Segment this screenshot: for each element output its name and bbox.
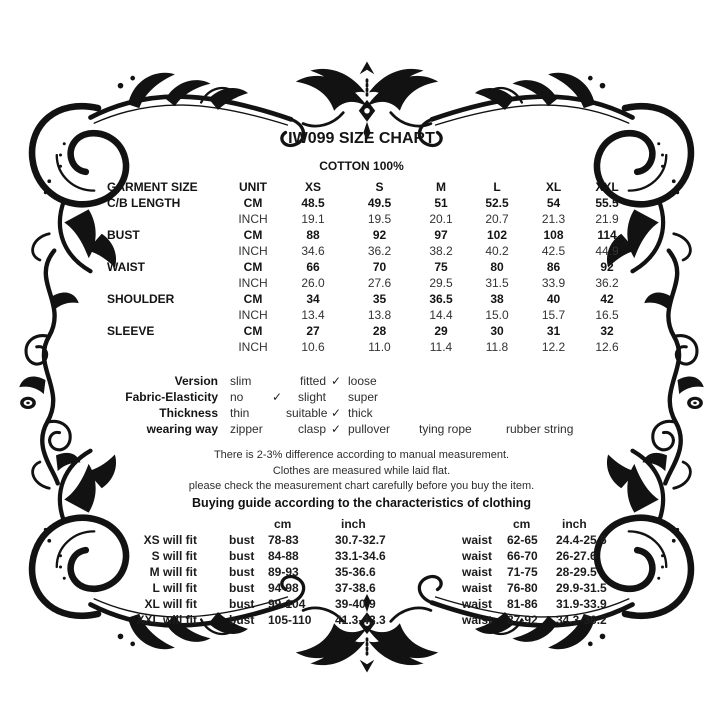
- size-value: 14.4: [429, 308, 453, 322]
- unit-label: INCH: [238, 340, 268, 354]
- size-value: 10.6: [301, 340, 325, 354]
- unit-label: INCH: [238, 244, 268, 258]
- body-part-label: waist: [462, 549, 493, 563]
- size-value: 33.9: [541, 276, 566, 290]
- range-value: 62-65: [507, 533, 538, 547]
- range-value: 35-36.6: [335, 565, 376, 579]
- size-value: 29: [434, 324, 448, 338]
- column-header: inch: [341, 517, 366, 531]
- fit-size-label: XXL will fit: [136, 613, 197, 627]
- body-part-label: bust: [229, 581, 255, 595]
- size-value: 32: [600, 324, 614, 338]
- attribute-option: slight: [297, 390, 326, 404]
- attribute-label: Version: [174, 374, 218, 388]
- size-value: 70: [372, 260, 387, 274]
- range-value: 87-92: [507, 613, 538, 627]
- attribute-row: [105, 405, 620, 421]
- size-value: 30: [490, 324, 504, 338]
- range-value: 31.9-33.9: [556, 597, 607, 611]
- attribute-table: [105, 373, 620, 437]
- fit-size-label: XS will fit: [143, 533, 197, 547]
- measure-label: BUST: [107, 228, 140, 242]
- size-value: 36.5: [429, 292, 453, 306]
- attribute-row: [105, 373, 620, 389]
- body-part-label: waist: [462, 581, 493, 595]
- table-row: [105, 275, 633, 291]
- attribute-option: fitted: [299, 374, 326, 388]
- measurement-notes: [0, 448, 723, 510]
- range-value: 37-38.6: [335, 581, 376, 595]
- range-value: 26-27.6: [556, 549, 597, 563]
- size-value: 29.5: [429, 276, 453, 290]
- attribute-option: thin: [230, 406, 250, 420]
- column-header: XL: [545, 180, 562, 194]
- attribute-label: Fabric-Elasticity: [125, 390, 218, 404]
- range-value: 81-86: [507, 597, 538, 611]
- table-row: [105, 339, 633, 355]
- range-value: 78-83: [268, 533, 299, 547]
- check-mark-icon: ✓: [271, 390, 283, 404]
- body-part-label: waist: [462, 613, 493, 627]
- size-value: 21.3: [541, 212, 566, 226]
- attribute-option: zipper: [230, 422, 263, 436]
- attribute-option: clasp: [297, 422, 326, 436]
- size-value: 13.4: [301, 308, 325, 322]
- size-value: 114: [597, 228, 617, 242]
- column-header: L: [493, 180, 501, 194]
- guide-header-row: [105, 516, 630, 532]
- table-row: [105, 323, 633, 339]
- range-value: 28-29.5: [556, 565, 597, 579]
- unit-label: INCH: [238, 276, 268, 290]
- size-value: 27.6: [367, 276, 392, 290]
- size-value: 49.5: [367, 196, 392, 210]
- floral-crest-top: [284, 56, 450, 140]
- size-value: 19.1: [301, 212, 325, 226]
- column-header: M: [436, 180, 446, 194]
- body-part-label: bust: [229, 613, 255, 627]
- table-row: [105, 291, 633, 307]
- attribute-label: Thickness: [159, 406, 218, 420]
- guide-row: [105, 564, 630, 580]
- range-value: 89-93: [268, 565, 299, 579]
- range-value: 30.7-32.7: [335, 533, 386, 547]
- fit-size-label: M will fit: [149, 565, 197, 579]
- measure-label: WAIST: [107, 260, 145, 274]
- column-header: S: [375, 180, 384, 194]
- attribute-option: tying rope: [419, 422, 472, 436]
- measure-label: SHOULDER: [107, 292, 175, 306]
- size-value: 38.2: [429, 244, 453, 258]
- table-row: [105, 243, 633, 259]
- range-value: 29.9-31.5: [556, 581, 607, 595]
- size-value: 108: [543, 228, 564, 242]
- fit-size-label: L will fit: [152, 581, 197, 595]
- fit-size-label: S will fit: [151, 549, 197, 563]
- guide-row: [105, 596, 630, 612]
- size-value: 38: [490, 292, 504, 306]
- note-line: There is 2-3% difference according to manual measurement.: [213, 449, 510, 461]
- table-row: [105, 307, 633, 323]
- page-title: IW099 SIZE CHART: [288, 130, 435, 147]
- size-value: 15.0: [485, 308, 509, 322]
- size-value: 19.5: [367, 212, 392, 226]
- column-header: GARMENT SIZE: [107, 180, 198, 194]
- measure-label: SLEEVE: [107, 324, 155, 338]
- size-value: 12.2: [541, 340, 566, 354]
- range-value: 99-104: [268, 597, 306, 611]
- size-value: 66: [306, 260, 320, 274]
- column-header: UNIT: [239, 180, 267, 194]
- size-value: 28: [372, 324, 387, 338]
- size-value: 16.5: [595, 308, 619, 322]
- guide-row: [105, 580, 630, 596]
- size-table: [105, 179, 633, 355]
- range-value: 41.3-43.3: [335, 613, 386, 627]
- range-value: 24.4-25.6: [556, 533, 607, 547]
- attribute-option: pullover: [348, 422, 391, 436]
- size-value: 51: [434, 196, 448, 210]
- size-value: 75: [434, 260, 448, 274]
- body-part-label: waist: [462, 533, 493, 547]
- size-value: 92: [372, 228, 387, 242]
- range-value: 76-80: [507, 581, 538, 595]
- size-value: 80: [490, 260, 504, 274]
- check-mark-icon: ✓: [330, 406, 342, 420]
- body-part-label: bust: [229, 533, 255, 547]
- note-line: Clothes are measured while laid flat.: [272, 464, 451, 477]
- size-value: 34.6: [301, 244, 325, 258]
- range-value: 33.1-34.6: [335, 549, 386, 563]
- size-value: 20.1: [429, 212, 453, 226]
- size-value: 21.9: [595, 212, 619, 226]
- body-part-label: bust: [229, 597, 255, 611]
- table-row: [105, 211, 633, 227]
- attribute-option: rubber string: [506, 422, 574, 436]
- size-value: 26.0: [301, 276, 325, 290]
- fit-size-label: XL will fit: [144, 597, 197, 611]
- size-value: 35: [372, 292, 387, 306]
- size-value: 48.5: [301, 196, 325, 210]
- size-value: 102: [486, 228, 508, 242]
- attribute-option: suitable: [286, 406, 328, 420]
- column-header: XS: [304, 180, 321, 194]
- range-value: 105-110: [268, 613, 312, 627]
- size-value: 15.7: [541, 308, 566, 322]
- size-value: 34: [306, 292, 320, 306]
- size-value: 40: [546, 292, 561, 306]
- note-line: please check the measurement chart carefully before you buy the item.: [188, 480, 535, 492]
- range-value: 34.3-36.2: [556, 613, 607, 627]
- size-value: 97: [434, 228, 448, 242]
- attribute-option: loose: [348, 374, 377, 388]
- size-value: 12.6: [595, 340, 619, 354]
- body-part-label: bust: [229, 565, 255, 579]
- column-header: cm: [274, 517, 292, 531]
- measure-label: C/B LENGTH: [107, 196, 181, 210]
- attribute-option: slim: [230, 374, 252, 388]
- size-value: 31: [546, 324, 561, 338]
- range-value: 66-70: [507, 549, 538, 563]
- range-value: 71-75: [507, 565, 538, 579]
- attribute-row: [105, 421, 620, 437]
- size-table-header-row: [105, 179, 633, 195]
- unit-label: INCH: [238, 212, 268, 226]
- check-mark-icon: ✓: [330, 374, 342, 388]
- unit-label: CM: [243, 196, 263, 210]
- body-part-label: waist: [462, 597, 493, 611]
- attribute-option: no: [230, 390, 244, 404]
- buying-guide-table: [105, 516, 630, 628]
- size-value: 42: [600, 292, 614, 306]
- size-value: 13.8: [367, 308, 392, 322]
- column-header: XXL: [595, 180, 619, 194]
- unit-label: CM: [243, 324, 263, 338]
- size-value: 92: [600, 260, 614, 274]
- attribute-row: [105, 389, 620, 405]
- column-header: cm: [513, 517, 531, 531]
- body-part-label: bust: [229, 549, 255, 563]
- check-mark-icon: ✓: [330, 422, 342, 436]
- unit-label: CM: [243, 228, 263, 242]
- size-value: 11.4: [429, 340, 453, 354]
- range-value: 84-88: [268, 549, 299, 563]
- unit-label: CM: [243, 260, 263, 274]
- fabric-composition-label: COTTON 100%: [319, 159, 404, 173]
- size-value: 11.0: [368, 340, 391, 354]
- size-value: 36.2: [595, 276, 619, 290]
- guide-row: [105, 612, 630, 628]
- size-value: 42.5: [541, 244, 566, 258]
- guide-row: [105, 548, 630, 564]
- size-value: 20.7: [485, 212, 509, 226]
- attribute-label: wearing way: [146, 422, 218, 436]
- table-row: [105, 227, 633, 243]
- size-value: 44.9: [595, 244, 619, 258]
- size-value: 54: [546, 196, 561, 210]
- attribute-option: super: [348, 390, 379, 404]
- size-value: 36.2: [367, 244, 392, 258]
- column-header: inch: [562, 517, 587, 531]
- attribute-option: thick: [348, 406, 373, 420]
- size-value: 27: [306, 324, 320, 338]
- buying-guide-heading: Buying guide according to the characteristics of clothing: [192, 495, 531, 510]
- body-part-label: waist: [462, 565, 493, 579]
- table-row: [105, 195, 633, 211]
- size-value: 86: [546, 260, 561, 274]
- table-row: [105, 259, 633, 275]
- size-value: 55.5: [595, 196, 619, 210]
- size-value: 52.5: [485, 196, 509, 210]
- size-value: 88: [306, 228, 320, 242]
- size-value: 31.5: [485, 276, 509, 290]
- range-value: 39-40.9: [335, 597, 376, 611]
- guide-row: [105, 532, 630, 548]
- size-value: 11.8: [485, 340, 509, 354]
- size-value: 40.2: [485, 244, 509, 258]
- unit-label: INCH: [238, 308, 268, 322]
- unit-label: CM: [243, 292, 263, 306]
- range-value: 94-98: [268, 581, 299, 595]
